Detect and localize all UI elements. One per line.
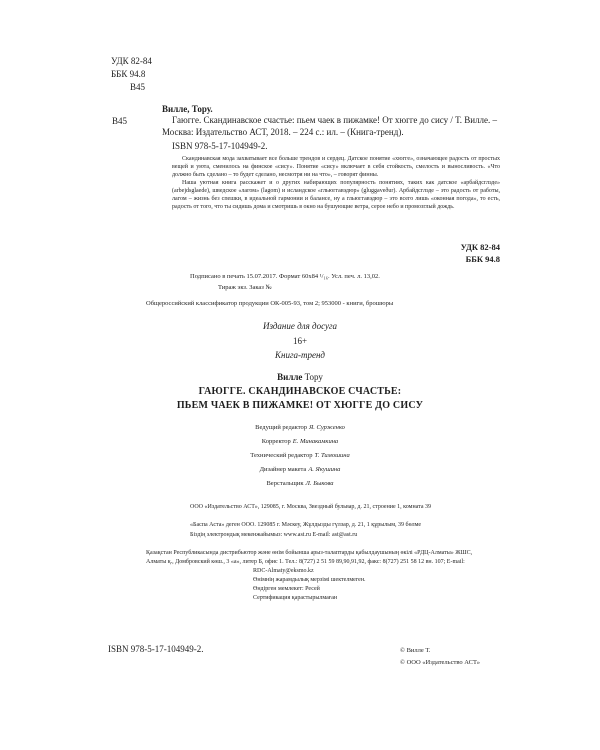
publisher-contacts: Біздің электрондық мекенжайымыз: www.ast.ru E-mail: ast@ast.ru — [190, 532, 358, 538]
book-title-line2: ПЬЕМ ЧАЕК В ПИЖАМКЕ! ОТ ХЮГГЕ ДО СИСУ — [176, 400, 424, 411]
kz-distributor-line1: Қазақстан Республикасында дистрибьютор және өнім бойынша арыз-талаптарды қабылдаушының өкілі «РДЦ-Алматы» ЖШС, — [146, 550, 473, 556]
copyright-author: © Вилле Т. — [400, 647, 431, 654]
credit-row — [0, 465, 600, 479]
credit-row — [0, 423, 600, 437]
credit-row — [0, 437, 600, 451]
credit-name: А. Якушина — [308, 466, 341, 473]
credit-name: Л. Быкова — [305, 480, 334, 487]
credit-row — [0, 479, 600, 493]
kz-distributor-line2: Алматы қ., Домбровский көш., 3 «а», литер Б, офис 1. Тел.: 8(727) 2 51 59 89,90,91,92, факс: 8(727) 251 58 12 вн. 107; E-mail: — [146, 559, 465, 565]
author-mark: В45 — [112, 116, 128, 126]
credit-name: Е. Минакамкина — [292, 438, 339, 445]
catalog-udk: УДК 82-84 — [460, 242, 500, 252]
book-title-line1: ГАЮГГЕ. СКАНДИНАВСКОЕ СЧАСТЬЕ: — [198, 386, 402, 397]
catalog-isbn: ISBN 978-5-17-104949-2. — [172, 141, 268, 151]
age-rating: 16+ — [292, 336, 308, 346]
author-line — [0, 371, 600, 383]
kz-certification: Сертификация қарастырылмаған — [253, 595, 338, 601]
credit-role: Верстальщик — [266, 480, 304, 487]
kz-shelf-life: Өнімнің жарамдылық мерзімі шектелмеген. — [253, 577, 366, 583]
credit-name: Т. Тимошина — [314, 452, 350, 459]
catalog-entry: Гаюгге. Скандинавское счастье: пьем чаек в пижамке! От хюгге до сису / Т. Вилле. – Москва: Издательство АСТ, 2018. – 224 с.: ил. – (Книга-тренд). — [162, 115, 498, 137]
author-mark-top: В45 — [130, 82, 146, 92]
print-info-line2: Тираж экз. Заказ № — [218, 284, 272, 291]
author-last-name: Вилле — [277, 372, 303, 382]
kz-country: Өндірген мемлекет: Ресей — [253, 586, 320, 592]
kz-distributor-email: RDC-Almaty@eksmo.kz — [253, 568, 314, 574]
series-name: Книга-тренд — [275, 350, 325, 360]
credit-role: Ведущий редактор — [255, 424, 307, 431]
credit-role: Корректор — [261, 438, 291, 445]
footer-isbn: ISBN 978-5-17-104949-2. — [108, 644, 204, 654]
copyright-publisher: © ООО «Издательство АСТ» — [400, 659, 481, 666]
abstract-paragraph-1: Скандинавская мода захватывает все больше трендов и сердец. Датское понятие «хюгге», означающее радость от простых вещей и уюта, сменилось на финское «сису». Понятие «сису» включает в себя стойкость, смелость и выносливость. «Что должно быть сделано – то будет сделано, несмотря ни на что», – говорят финны. — [172, 156, 500, 178]
catalog-author: Вилле, Тору. — [162, 104, 213, 114]
udk-code-top: УДК 82-84 — [111, 56, 152, 66]
credit-row — [0, 451, 600, 465]
credits — [0, 423, 600, 493]
bbk-code-top: ББК 94.8 — [111, 69, 146, 79]
print-info-line1: Подписано в печать 15.07.2017. Формат 60х84 ¹/₁₆. Усл. печ. л. 13,02. — [190, 273, 380, 280]
product-classifier: Общероссийский классификатор продукции ОК-005-93, том 2; 953000 - книги, брошюры — [146, 300, 394, 307]
credit-name: Я. Сурженко — [309, 424, 345, 431]
catalog-bbk: ББК 94.8 — [465, 254, 500, 264]
catalog-abstract — [172, 155, 500, 211]
credit-role: Дизайнер макета — [259, 466, 307, 473]
leisure-edition: Издание для досуга — [262, 321, 338, 331]
credit-role: Технический редактор — [250, 452, 313, 459]
abstract-paragraph-2: Наша уютная книга расскажет и о других набирающих популярность понятиях, таких как датское «арбайдсглэде» (arbejdsglaede), шведское «лагом» (lagom) и исландское «гльюггавэдюр» (gluggaveður). Арбайдсглэде – это радость от работы, лагом – жизнь без спешки, в идеальной гармонии и балансе, ну а гльюггавэдюр – это всего лишь «оконная погода», то есть, радость от того, что ты сидишь дома и смотришь в окно на бушующие ветра, серое небо и промозглый дождь. — [172, 180, 500, 210]
publisher-address: ООО «Издательство АСТ», 129085, г. Москва, Звездный бульвар, д. 21, строение 1, комната 39 — [190, 504, 432, 510]
author-first-name: Тору — [304, 372, 323, 382]
publisher-address-kz: «Баспа Аста» деген ООО. 129085 г. Мәскеу, Жұлдызды гүлзар, д. 21, 1 құрылым, 39 бөлме — [190, 522, 422, 528]
